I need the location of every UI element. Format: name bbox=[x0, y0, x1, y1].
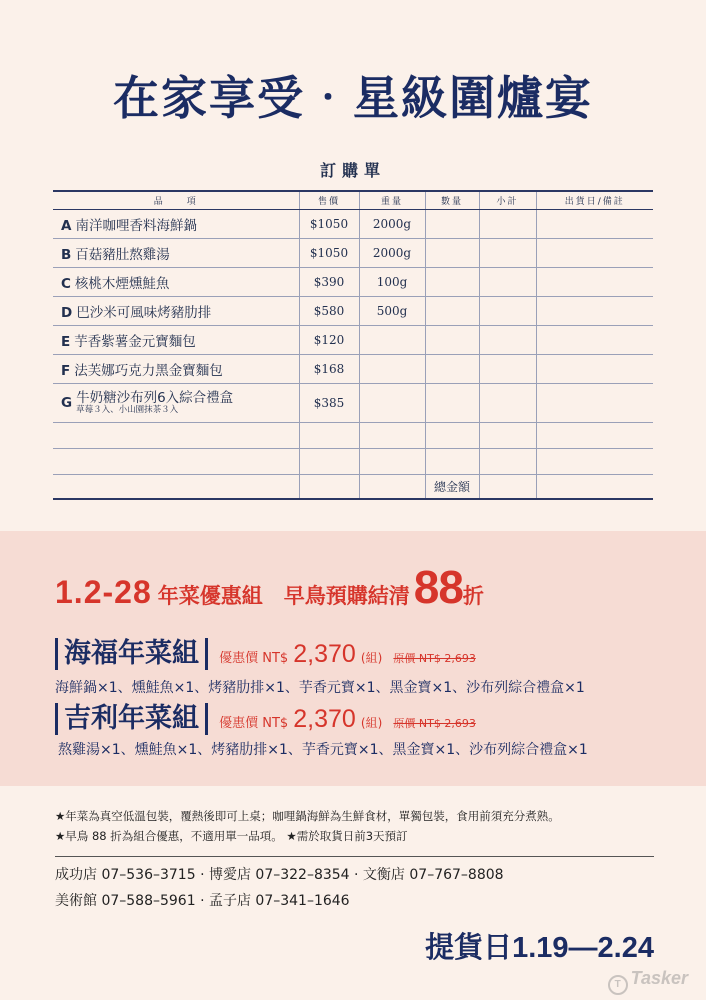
promo-date: 1.2-28 bbox=[55, 574, 152, 610]
price-cell: $168 bbox=[299, 355, 359, 384]
quantity-cell[interactable] bbox=[425, 326, 479, 355]
notes bbox=[55, 806, 560, 846]
blank-cell bbox=[359, 475, 425, 500]
weight-cell: 100g bbox=[359, 268, 425, 297]
item-name: 核桃木煙燻鮭魚 bbox=[74, 276, 170, 292]
column-header-item: 品 項 bbox=[53, 191, 299, 210]
page-title: 在家享受‧星級圍爐宴 bbox=[113, 71, 593, 125]
promo-discount: 88 bbox=[413, 561, 463, 613]
divider bbox=[55, 856, 654, 857]
blank-cell[interactable] bbox=[536, 449, 653, 475]
item-name: 南洋咖哩香料海鮮鍋 bbox=[75, 218, 197, 234]
promo-text: 年菜優惠組 早鳥預購結清 bbox=[157, 584, 410, 608]
set-1-header bbox=[55, 638, 476, 670]
item-cell bbox=[53, 384, 299, 423]
blank-cell[interactable] bbox=[425, 423, 479, 449]
order-form-title: 訂購單 bbox=[319, 161, 386, 180]
item-name: 牛奶糖沙布列6入綜合禮盒 bbox=[76, 390, 234, 407]
watermark bbox=[608, 968, 688, 995]
total-amount-cell[interactable] bbox=[479, 475, 536, 500]
store-line: 美術館 07–588–5961 · 孟子店 07–341–1646 bbox=[55, 893, 350, 909]
set-1-original-price: 原價 NT$ 2,693 bbox=[393, 651, 476, 665]
item-code: C bbox=[61, 276, 71, 292]
order-form-table bbox=[53, 190, 653, 500]
tasker-logo-icon: T bbox=[608, 975, 628, 995]
table-row bbox=[53, 210, 653, 239]
set-2-price-unit: (組) bbox=[360, 715, 383, 730]
column-header-quantity: 數量 bbox=[425, 191, 479, 210]
blank-cell[interactable] bbox=[536, 423, 653, 449]
blank-cell[interactable] bbox=[53, 423, 299, 449]
price-cell: $580 bbox=[299, 297, 359, 326]
quantity-cell[interactable] bbox=[425, 384, 479, 423]
item-code: D bbox=[61, 305, 73, 321]
promo-headline bbox=[55, 560, 484, 614]
blank-cell[interactable] bbox=[479, 423, 536, 449]
watermark-text: Tasker bbox=[630, 968, 688, 988]
set-1-price-value: 2,370 bbox=[293, 639, 356, 668]
item-code: G bbox=[61, 395, 73, 411]
subtotal-cell[interactable] bbox=[479, 239, 536, 268]
total-label: 總金額 bbox=[425, 475, 479, 500]
item-code: E bbox=[61, 334, 71, 350]
set-2-price-label: 優惠價 NT$ bbox=[219, 715, 289, 731]
weight-cell bbox=[359, 326, 425, 355]
blank-cell bbox=[53, 475, 299, 500]
store-line: 成功店 07–536–3715 · 博愛店 07–322–8354 · 文衡店 07–767–8808 bbox=[55, 867, 504, 883]
note-line: ★年菜為真空低溫包裝，覆熱後即可上桌；咖哩鍋海鮮為生鮮食材，單獨包裝，食用前須充分煮熟。 bbox=[55, 809, 560, 823]
blank-cell bbox=[536, 475, 653, 500]
item-subtext: 草莓３入、小山園抹茶３入 bbox=[76, 404, 179, 415]
table-row bbox=[53, 355, 653, 384]
column-header-subtotal: 小計 bbox=[479, 191, 536, 210]
price-cell: $1050 bbox=[299, 210, 359, 239]
price-cell: $120 bbox=[299, 326, 359, 355]
set-1-price bbox=[219, 640, 476, 669]
table-row bbox=[53, 384, 653, 423]
table-row bbox=[53, 326, 653, 355]
subtotal-cell[interactable] bbox=[479, 326, 536, 355]
notes-cell[interactable] bbox=[536, 326, 653, 355]
column-header-notes: 出貨日/備註 bbox=[536, 191, 653, 210]
set-1-price-label: 優惠價 NT$ bbox=[219, 650, 289, 666]
notes-cell[interactable] bbox=[536, 239, 653, 268]
notes-cell[interactable] bbox=[536, 210, 653, 239]
promo-discount-unit: 折 bbox=[462, 584, 484, 608]
blank-cell bbox=[299, 475, 359, 500]
item-cell bbox=[53, 326, 299, 355]
subtotal-cell[interactable] bbox=[479, 384, 536, 423]
quantity-cell[interactable] bbox=[425, 355, 479, 384]
item-cell bbox=[53, 239, 299, 268]
item-cell bbox=[53, 268, 299, 297]
set-2-name: 吉利年菜組 bbox=[55, 703, 208, 735]
table-row bbox=[53, 268, 653, 297]
weight-cell: 500g bbox=[359, 297, 425, 326]
column-header-price: 售價 bbox=[299, 191, 359, 210]
blank-cell[interactable] bbox=[299, 449, 359, 475]
price-cell: $390 bbox=[299, 268, 359, 297]
weight-cell: 2000g bbox=[359, 210, 425, 239]
quantity-cell[interactable] bbox=[425, 239, 479, 268]
store-list bbox=[55, 862, 504, 914]
set-2-original-price: 原價 NT$ 2,693 bbox=[393, 716, 476, 730]
item-code: B bbox=[61, 247, 72, 263]
price-cell: $1050 bbox=[299, 239, 359, 268]
weight-cell bbox=[359, 384, 425, 423]
table-row-blank bbox=[53, 423, 653, 449]
notes-cell[interactable] bbox=[536, 355, 653, 384]
quantity-cell[interactable] bbox=[425, 268, 479, 297]
set-2-price-value: 2,370 bbox=[293, 704, 356, 733]
weight-cell bbox=[359, 355, 425, 384]
quantity-cell[interactable] bbox=[425, 210, 479, 239]
blank-cell[interactable] bbox=[299, 423, 359, 449]
total-row bbox=[53, 475, 653, 500]
pickup-dates: 提貨日1.19—2.24 bbox=[425, 932, 654, 964]
column-header-weight: 重量 bbox=[359, 191, 425, 210]
blank-cell[interactable] bbox=[425, 449, 479, 475]
table-header-row bbox=[53, 191, 653, 210]
blank-cell[interactable] bbox=[479, 449, 536, 475]
notes-cell[interactable] bbox=[536, 297, 653, 326]
notes-cell[interactable] bbox=[536, 384, 653, 423]
set-1-name: 海福年菜組 bbox=[55, 638, 208, 670]
table-row-blank bbox=[53, 449, 653, 475]
item-code: A bbox=[61, 218, 72, 234]
note-line: ★早鳥 88 折為組合優惠，不適用單一品項。 ★需於取貨日前3天預訂 bbox=[55, 829, 408, 843]
subtotal-cell[interactable] bbox=[479, 210, 536, 239]
notes-cell[interactable] bbox=[536, 268, 653, 297]
set-2-price bbox=[219, 705, 476, 734]
item-cell bbox=[53, 297, 299, 326]
set-2-header bbox=[55, 703, 476, 735]
subtotal-cell[interactable] bbox=[479, 297, 536, 326]
blank-cell[interactable] bbox=[53, 449, 299, 475]
table-row bbox=[53, 239, 653, 268]
blank-cell[interactable] bbox=[359, 449, 425, 475]
item-cell bbox=[53, 210, 299, 239]
item-name: 法芙娜巧克力黑金寶麵包 bbox=[74, 363, 223, 379]
table-row bbox=[53, 297, 653, 326]
item-name: 芋香紫薯金元寶麵包 bbox=[74, 334, 196, 350]
set-2-items: 熬雞湯×1、燻鮭魚×1、烤豬肋排×1、芋香元寶×1、黑金寶×1、沙布列綜合禮盒×1 bbox=[58, 742, 588, 758]
item-name: 巴沙米可風味烤豬肋排 bbox=[76, 305, 212, 321]
subtotal-cell[interactable] bbox=[479, 355, 536, 384]
subtotal-cell[interactable] bbox=[479, 268, 536, 297]
quantity-cell[interactable] bbox=[425, 297, 479, 326]
item-name: 百菇豬肚熬雞湯 bbox=[75, 247, 170, 263]
item-cell bbox=[53, 355, 299, 384]
set-1-price-unit: (組) bbox=[360, 650, 383, 665]
weight-cell: 2000g bbox=[359, 239, 425, 268]
set-1-items: 海鮮鍋×1、燻鮭魚×1、烤豬肋排×1、芋香元寶×1、黑金寶×1、沙布列綜合禮盒×1 bbox=[55, 680, 585, 696]
blank-cell[interactable] bbox=[359, 423, 425, 449]
item-code: F bbox=[61, 363, 71, 379]
price-cell: $385 bbox=[299, 384, 359, 423]
